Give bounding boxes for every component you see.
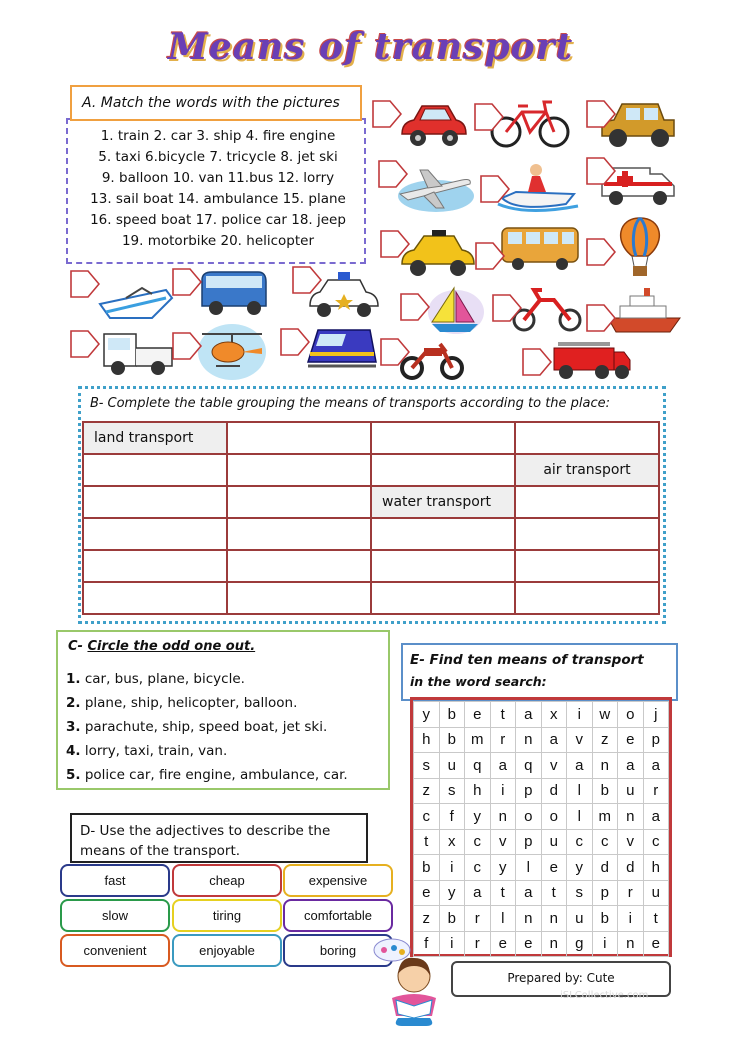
word-search-letter[interactable]: e [414,880,440,906]
word-search-letter[interactable]: r [465,931,491,957]
table-row [83,486,659,518]
word-search-letter[interactable]: a [618,753,644,779]
word-search-letter[interactable]: p [516,778,542,804]
girl-reading-icon [372,936,450,1028]
item-number: 5. [66,767,81,783]
adjective-chip: comfortable [283,899,393,932]
word-search-letter[interactable]: d [541,778,567,804]
section-b-heading: B- Complete the table grouping the means of transports according to the place: [90,396,611,411]
word-search-letter[interactable]: s [439,778,465,804]
table-cell[interactable] [83,518,227,550]
odd-one-out-item [66,743,227,759]
word-search-letter[interactable]: y [414,702,440,728]
word-search-letter[interactable]: a [516,880,542,906]
word-search-letter[interactable]: y [439,880,465,906]
word-search-letter[interactable]: n [592,753,618,779]
grouping-table [82,421,660,615]
sail-boat-icon [424,282,486,338]
word-search-letter[interactable]: g [567,931,593,957]
word-search-letter[interactable]: q [516,753,542,779]
word-list-line: 19. motorbike 20. helicopter [121,233,315,249]
word-search-letter[interactable]: z [414,778,440,804]
word-search-letter[interactable]: l [490,906,516,932]
table-cell[interactable] [371,518,515,550]
word-search-letter[interactable]: t [414,829,440,855]
table-cell[interactable] [83,454,227,486]
word-search-letter[interactable]: c [465,855,491,881]
word-search-letter[interactable]: d [618,855,644,881]
helicopter-icon [196,318,268,382]
answer-box[interactable] [292,266,322,294]
word-search-letter[interactable]: a [643,753,669,779]
word-list-line: 13. sail boat 14. ambulance 15. plane [90,191,346,207]
adjective-chip: expensive [283,864,393,897]
word-search-letter[interactable]: l [567,778,593,804]
word-search-row [414,855,669,881]
table-cell[interactable] [83,582,227,614]
word-search-letter[interactable]: r [465,906,491,932]
table-cell[interactable] [227,422,371,454]
item-text: car, bus, plane, bicycle. [80,671,245,687]
word-search-letter[interactable]: b [439,702,465,728]
word-search-letter[interactable]: u [439,753,465,779]
word-search-letter[interactable]: b [439,906,465,932]
word-search-letter[interactable]: e [516,931,542,957]
section-e-heading-line: in the word search: [410,674,547,689]
table-cell[interactable] [83,550,227,582]
word-search-letter[interactable]: n [541,931,567,957]
odd-one-out-item [66,671,245,687]
word-search-row [414,804,669,830]
answer-box[interactable] [475,242,505,270]
word-search-letter[interactable]: p [516,829,542,855]
answer-box[interactable] [474,103,504,131]
word-list-line: 5. taxi 6.bicycle 7. tricycle 8. jet ski [98,149,338,165]
answer-box[interactable] [400,293,430,321]
train-icon [306,322,378,372]
word-search-letter[interactable]: i [490,778,516,804]
word-search-letter[interactable]: i [567,702,593,728]
table-cell[interactable] [515,550,659,582]
table-row [83,550,659,582]
word-search-letter[interactable]: e [465,702,491,728]
item-text: plane, ship, helicopter, balloon. [80,695,298,711]
word-search-letter[interactable]: y [567,855,593,881]
word-search-letter[interactable]: n [490,804,516,830]
watermark: iSLCollective.com [560,990,649,1001]
table-cell[interactable] [371,582,515,614]
word-search-letter[interactable]: i [618,906,644,932]
answer-box[interactable] [172,332,202,360]
item-text: lorry, taxi, train, van. [80,743,228,759]
adjective-chip: cheap [172,864,282,897]
word-search-letter[interactable]: x [439,829,465,855]
word-search-letter[interactable]: j [643,702,669,728]
word-search-letter[interactable]: c [567,829,593,855]
word-search-letter[interactable]: l [567,804,593,830]
word-search-letter[interactable]: s [567,880,593,906]
word-search-row [414,727,669,753]
item-number: 1. [66,671,81,687]
word-search-letter[interactable]: t [490,702,516,728]
word-search-letter[interactable]: e [643,931,669,957]
word-search-letter[interactable]: a [567,753,593,779]
word-search-row [414,906,669,932]
word-search-letter[interactable]: p [643,727,669,753]
word-search-letter[interactable]: n [541,906,567,932]
answer-box[interactable] [586,238,616,266]
word-search-letter[interactable]: u [618,778,644,804]
word-search-letter[interactable]: y [490,855,516,881]
word-search-letter[interactable]: l [516,855,542,881]
adjective-chip: slow [60,899,170,932]
word-search-letter[interactable]: t [643,906,669,932]
word-search-letter[interactable]: c [414,804,440,830]
odd-one-out-item [66,695,297,711]
word-search-row [414,880,669,906]
adjective-chip: convenient [60,934,170,967]
table-row [83,422,659,454]
word-search-letter[interactable]: a [516,702,542,728]
word-search-letter[interactable]: m [465,727,491,753]
table-cell[interactable] [371,422,515,454]
word-search-letter[interactable]: i [439,855,465,881]
table-cell[interactable] [515,422,659,454]
word-search-letter[interactable]: v [567,727,593,753]
answer-box[interactable] [380,230,410,258]
word-search-letter[interactable]: h [414,727,440,753]
word-search-row [414,778,669,804]
item-number: 3. [66,719,81,735]
word-search-letter[interactable]: c [465,829,491,855]
table-cell[interactable] [83,486,227,518]
page-title: Means of transport [168,26,574,68]
answer-box[interactable] [522,348,552,376]
word-search-letter[interactable]: c [643,829,669,855]
word-search-letter[interactable]: o [541,804,567,830]
word-search-letter[interactable]: u [567,906,593,932]
word-search-letter[interactable]: r [490,727,516,753]
answer-box[interactable] [586,304,616,332]
word-search-letter[interactable]: v [618,829,644,855]
word-search-letter[interactable]: n [618,804,644,830]
answer-box[interactable] [372,100,402,128]
table-cell[interactable] [227,518,371,550]
adjective-chip: tiring [172,899,282,932]
word-search-letter[interactable]: b [592,778,618,804]
answer-box[interactable] [70,270,100,298]
word-search-row [414,702,669,728]
word-search-letter[interactable]: y [465,804,491,830]
answer-box[interactable] [480,175,510,203]
word-search-letter[interactable]: o [516,804,542,830]
table-cell[interactable] [227,550,371,582]
table-row [83,454,659,486]
word-search-letter[interactable]: r [643,778,669,804]
word-search-letter[interactable]: f [439,804,465,830]
answer-box[interactable] [380,338,410,366]
word-search-letter[interactable]: r [618,880,644,906]
section-d-heading: D- Use the adjectives to describe the means of the transport. [80,823,331,859]
section-a-word-list [66,118,366,264]
word-search-letter[interactable]: s [414,753,440,779]
table-cell[interactable] [227,454,371,486]
word-search-letter[interactable]: t [490,880,516,906]
word-search-letter[interactable]: i [439,931,465,957]
bus-icon [498,222,582,272]
ship-icon [606,286,682,338]
answer-box[interactable] [172,268,202,296]
table-row [83,582,659,614]
prepared-by: Prepared by: Cute [507,971,615,985]
word-search-letter[interactable]: u [541,829,567,855]
word-search-letter[interactable]: z [592,727,618,753]
adjective-chip: fast [60,864,170,897]
word-search-row [414,753,669,779]
section-c-heading [68,639,255,654]
table-cell: air transport [515,454,659,486]
word-search-letter[interactable]: p [592,880,618,906]
answer-box[interactable] [586,100,616,128]
word-search-letter[interactable]: q [465,753,491,779]
word-search-letter[interactable]: w [592,702,618,728]
table-cell[interactable] [515,582,659,614]
answer-box[interactable] [378,160,408,188]
table-cell[interactable] [371,454,515,486]
table-cell[interactable] [227,582,371,614]
table-cell[interactable] [227,486,371,518]
adjective-chip: boring [283,934,393,967]
word-search-grid [413,701,669,957]
word-search-letter[interactable]: m [592,804,618,830]
word-search-letter[interactable]: t [541,880,567,906]
lorry-icon [100,326,176,380]
word-search-letter[interactable]: b [592,906,618,932]
item-number: 2. [66,695,81,711]
item-number: 4. [66,743,81,759]
word-search-letter[interactable]: x [541,702,567,728]
word-search-letter[interactable]: e [541,855,567,881]
word-search-letter[interactable]: h [465,778,491,804]
balloon-icon [612,216,668,280]
word-search-letter[interactable]: a [541,727,567,753]
table-row [83,518,659,550]
word-search-letter[interactable]: e [490,931,516,957]
word-search-letter[interactable]: z [414,906,440,932]
word-search-letter[interactable]: d [592,855,618,881]
word-list-line: 16. speed boat 17. police car 18. jeep [90,212,346,228]
odd-one-out-item [66,767,348,783]
car-icon [398,96,470,152]
item-text: parachute, ship, speed boat, jet ski. [80,719,328,735]
word-list-line: 9. balloon 10. van 11.bus 12. lorry [101,170,335,186]
van-icon [198,266,270,322]
answer-box[interactable] [586,157,616,185]
word-search-letter[interactable]: v [541,753,567,779]
word-search-letter[interactable]: h [643,855,669,881]
adjective-chip: enjoyable [172,934,282,967]
taxi-icon [398,224,478,282]
speed-boat-icon [96,270,176,326]
word-search-letter[interactable]: a [490,753,516,779]
table-cell[interactable] [515,486,659,518]
word-search-letter[interactable]: o [618,702,644,728]
word-search-row [414,829,669,855]
section-a-heading: A. Match the words with the pictures [82,95,340,111]
fire-engine-icon [552,336,632,382]
answer-box[interactable] [70,330,100,358]
word-search-letter[interactable]: v [490,829,516,855]
word-search-letter[interactable]: a [643,804,669,830]
odd-one-out-item [66,719,327,735]
table-cell: land transport [83,422,227,454]
item-text: police car, fire engine, ambulance, car. [80,767,348,783]
section-e-heading-line: E- Find ten means of transport [410,652,644,668]
answer-box[interactable] [492,294,522,322]
word-search-letter[interactable]: i [592,931,618,957]
section-e-heading [410,650,644,692]
word-search-letter[interactable]: f [414,931,440,957]
section-c-heading-text: C- Circle the odd one out. [68,639,256,654]
table-cell: water transport [371,486,515,518]
word-search-letter[interactable]: c [592,829,618,855]
answer-box[interactable] [280,328,310,356]
word-search-letter[interactable]: b [439,727,465,753]
word-search-letter[interactable]: n [516,906,542,932]
word-search-letter[interactable]: n [516,727,542,753]
word-search-row [414,931,669,957]
word-list-line: 1. train 2. car 3. ship 4. fire engine [100,128,336,144]
word-search-letter[interactable]: a [465,880,491,906]
table-cell[interactable] [371,550,515,582]
table-cell[interactable] [515,518,659,550]
word-search-letter[interactable]: b [414,855,440,881]
word-search-letter[interactable]: u [643,880,669,906]
word-search-letter[interactable]: e [618,727,644,753]
word-search-letter[interactable]: n [618,931,644,957]
